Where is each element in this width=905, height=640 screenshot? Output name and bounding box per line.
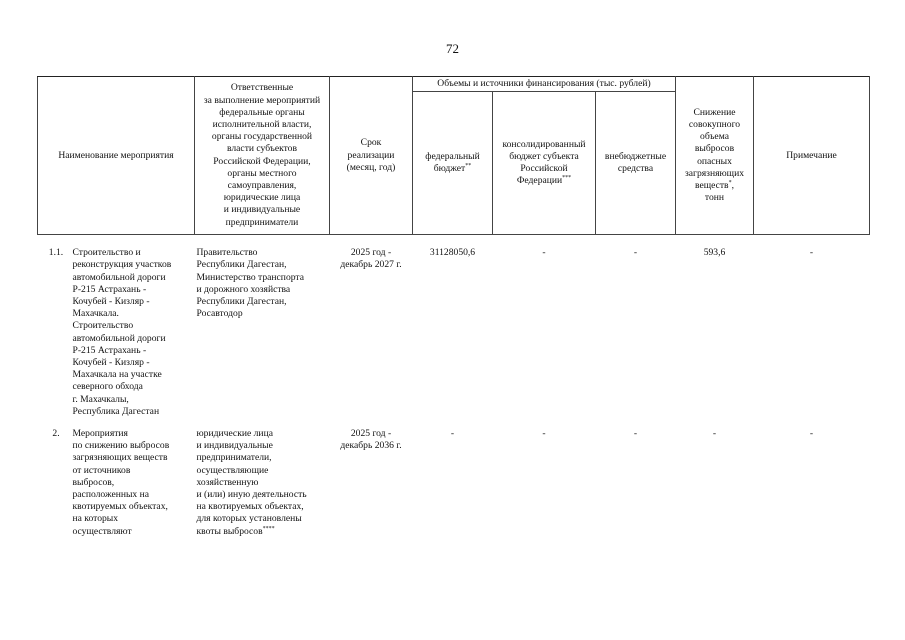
header-responsible: Ответственные за выполнение мероприятий федеральные органы исполнительной власти, органы государственной власти субъектов Российской Федерации, органы местного самоуправления, юридические лица и индивидуальные предприниматели [195,77,330,235]
measures-table [37,76,870,538]
header-extrabudget: внебюджетные средства [596,92,676,235]
header-name: Наименование мероприятия [38,77,195,235]
table-row [38,247,870,418]
row-note: - [809,428,814,440]
row-term: 2025 год - декабрь 2027 г. [340,247,402,271]
row-name-cell [38,247,195,418]
row-federal: 31128050,6 [429,247,476,259]
row-consolidated: - [542,247,546,259]
header-reduction: Снижение совокупного объема выбросов опасных загрязняющих веществ*, тонн [676,77,754,235]
row-name-cell [38,428,195,538]
row-name: Строительство и реконструкция участков автомобильной дороги Р-215 Астрахань - Кочубей - Кизляр - Махачкала. Строительство автомобильной дороги Р-215 Астрахань - Кочубей - Кизляр - Махачкала на участке северного обхода г. Махачкалы, Республика Дагестан [72,247,172,417]
row-number: 2. [52,428,60,440]
row-term: 2025 год - декабрь 2036 г. [340,428,402,452]
row-reduction: 593,6 [703,247,726,259]
row-reduction: - [712,428,717,440]
row-responsible: юридические лица и индивидуальные предприниматели, осуществляющие хозяйственную и (или) иную деятельность на квотируемых объектах, для которых установлены квоты выбросов**** [196,428,307,537]
row-number: 1.1. [48,247,64,259]
header-note: Примечание [754,77,870,235]
row-note: - [809,247,814,259]
page-number: 72 [446,41,459,56]
row-consolidated: - [542,428,546,440]
header-term: Срок реализации (месяц, год) [330,77,413,235]
table-row [38,428,870,538]
header-financing: Объемы и источники финансирования (тыс. рублей) [413,77,676,92]
row-extrabudget: - [633,428,638,440]
header-federal: федеральный бюджет** [413,92,493,235]
row-extrabudget: - [633,247,638,259]
row-name: Мероприятия по снижению выбросов загрязняющих веществ от источников выбросов, расположенных на квотируемых объектах, на которых осуществляют [72,428,170,537]
row-responsible: Правительство Республики Дагестан, Министерство транспорта и дорожного хозяйства Республики Дагестан, Росавтодор [196,247,304,320]
row-federal: - [450,428,455,440]
header-consolidated: консолидированный бюджет субъекта Российской Федерации*** [493,92,596,235]
